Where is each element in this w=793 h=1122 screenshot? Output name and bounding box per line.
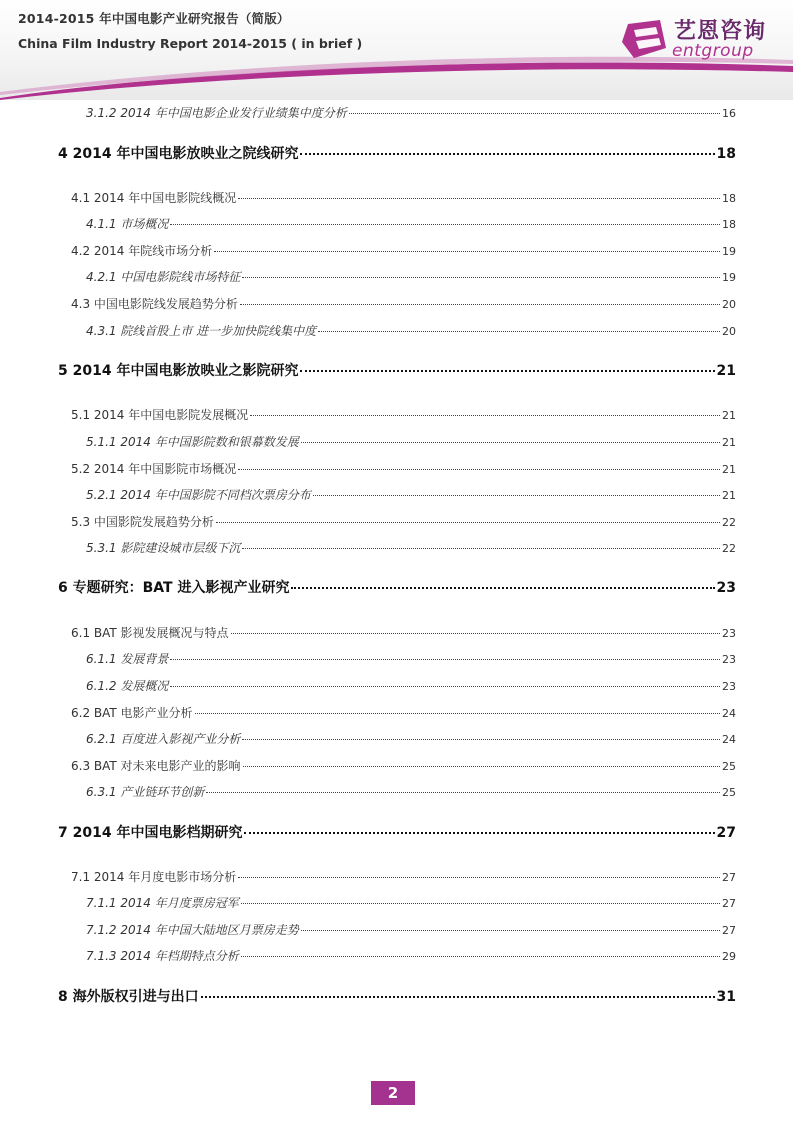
toc-leader [301,930,720,931]
toc-entry[interactable] [86,322,736,339]
toc-leader [243,766,720,767]
toc-entry-title: 5 2014 年中国电影放映业之影院研究 [58,363,299,379]
toc-leader [349,113,720,114]
toc-entry-title: 4.3 中国电影院线发展趋势分析 [71,297,238,311]
toc-leader [242,739,720,740]
toc-entry[interactable] [86,650,736,667]
toc-entry[interactable] [86,677,736,694]
toc-entry-title: 4.1.1 市场概况 [86,217,169,231]
toc-entry[interactable] [86,921,736,938]
toc-leader [238,877,720,878]
toc-leader [201,996,715,998]
toc-entry-title: 4.3.1 院线首股上市 进一步加快院线集中度 [86,324,317,338]
toc-leader [195,713,720,714]
toc-entry-page: 25 [722,760,736,773]
toc-entry-title: 3.1.2 2014 年中国电影企业发行业绩集中度分析 [86,106,347,120]
toc-leader [170,659,720,660]
toc-entry-title: 5.3.1 影院建设城市层级下沉 [86,541,241,555]
logo-text-cn: 艺恩咨询 [674,19,767,44]
toc-entry-page: 18 [716,146,736,162]
toc-leader [241,903,720,904]
toc-entry-page: 27 [722,924,736,937]
toc-entry[interactable] [86,539,736,556]
toc-entry-title: 8 海外版权引进与出口 [58,989,199,1005]
toc-entry-title: 5.3 中国影院发展趋势分析 [71,515,214,529]
toc-entry-title: 6.1.2 发展概况 [86,679,169,693]
toc-entry[interactable] [71,295,736,312]
toc-entry-title: 5.1.1 2014 年中国影院数和银幕数发展 [86,435,299,449]
toc-entry-title: 6.2 BAT 电影产业分析 [71,706,193,720]
toc-leader [301,442,720,443]
toc-entry[interactable] [86,215,736,232]
toc-leader [238,198,720,199]
toc-entry-page: 21 [722,409,736,422]
toc-entry-page: 22 [722,516,736,529]
toc-leader [300,153,714,155]
toc-leader [206,792,720,793]
toc-leader [242,277,720,278]
toc-entry-page: 21 [722,489,736,502]
toc-entry-page: 23 [722,627,736,640]
toc-entry-page: 21 [722,436,736,449]
toc-entry-title: 5.2 2014 年中国影院市场概况 [71,462,237,476]
toc-entry[interactable] [71,624,736,641]
toc-entry-title: 7 2014 年中国电影档期研究 [58,825,243,841]
toc-entry-title: 6 专题研究：BAT 进入影视产业研究 [58,580,290,596]
toc-entry[interactable] [86,268,736,285]
toc-leader [240,304,720,305]
toc-entry-page: 21 [722,463,736,476]
toc-entry-page: 20 [722,325,736,338]
toc-entry[interactable] [58,822,736,842]
toc-leader [313,495,720,496]
logo-text-en: entgroup [672,41,754,61]
toc-entry[interactable] [58,360,736,380]
toc-entry-title: 4.1 2014 年中国电影院线概况 [71,191,237,205]
toc-entry-page: 27 [722,897,736,910]
toc-leader [216,522,720,523]
toc-entry-page: 24 [722,733,736,746]
toc-entry[interactable] [58,986,736,1006]
toc-leader [291,587,714,589]
toc-entry-page: 27 [722,871,736,884]
toc-entry[interactable] [58,577,736,597]
toc-entry-page: 19 [722,245,736,258]
toc-leader [241,956,720,957]
toc-entry-page: 31 [716,989,736,1005]
toc-entry-page: 18 [722,192,736,205]
toc-entry-page: 29 [722,950,736,963]
toc-leader [170,224,720,225]
toc-entry[interactable] [71,513,736,530]
toc-entry-title: 6.3 BAT 对未来电影产业的影响 [71,759,241,773]
toc-entry-title: 7.1.1 2014 年月度票房冠军 [86,896,239,910]
toc-leader [242,548,720,549]
toc-entry-page: 20 [722,298,736,311]
toc-entry-page: 23 [722,653,736,666]
toc-entry[interactable] [86,894,736,911]
toc-entry[interactable] [86,947,736,964]
toc-entry-title: 7.1.2 2014 年中国大陆地区月票房走势 [86,923,299,937]
toc-entry-title: 4 2014 年中国电影放映业之院线研究 [58,146,299,162]
toc-entry[interactable] [86,730,736,747]
toc-entry-page: 22 [722,542,736,555]
toc-entry-title: 7.1 2014 年月度电影市场分析 [71,870,237,884]
toc-entry[interactable] [58,143,736,163]
toc-entry-page: 27 [716,825,736,841]
toc-entry-title: 6.1.1 发展背景 [86,652,169,666]
toc-leader [250,415,720,416]
toc-entry-page: 23 [716,580,736,596]
toc-entry-page: 23 [722,680,736,693]
toc-entry[interactable] [86,433,736,450]
toc-entry[interactable] [71,757,736,774]
toc-leader [244,832,714,834]
toc-entry[interactable] [71,406,736,423]
toc-entry[interactable] [86,486,736,503]
toc-entry[interactable] [71,189,736,206]
toc-entry-page: 21 [716,363,736,379]
toc-entry-title: 7.1.3 2014 年档期特点分析 [86,949,239,963]
toc-leader [214,251,720,252]
toc-entry-page: 16 [722,107,736,120]
toc-entry[interactable] [71,868,736,885]
toc-entry-title: 5.1 2014 年中国电影院发展概况 [71,408,249,422]
toc-entry-title: 6.1 BAT 影视发展概况与特点 [71,626,229,640]
toc-leader [170,686,720,687]
toc-entry[interactable] [71,460,736,477]
toc-leader [238,469,720,470]
report-subtitle: China Film Industry Report 2014-2015 ( in brief ) [18,36,363,51]
toc-entry[interactable] [71,704,736,721]
toc-entry[interactable] [86,783,736,800]
toc-entry-title: 6.2.1 百度进入影视产业分析 [86,732,241,746]
toc-entry-title: 6.3.1 产业链环节创新 [86,785,205,799]
toc-leader [231,633,720,634]
toc-entry-title: 4.2.1 中国电影院线市场特征 [86,270,241,284]
toc-leader [318,331,720,332]
toc-entry-page: 24 [722,707,736,720]
toc-entry-page: 19 [722,271,736,284]
report-title: 2014-2015 年中国电影产业研究报告（简版） [18,11,290,26]
toc-entry-page: 18 [722,218,736,231]
page-number-badge: 2 [371,1081,415,1105]
toc-entry-title: 4.2 2014 年院线市场分析 [71,244,213,258]
toc-leader [300,370,714,372]
toc-entry-title: 5.2.1 2014 年中国影院不同档次票房分布 [86,488,311,502]
toc-entry[interactable] [86,104,736,121]
toc-entry-page: 25 [722,786,736,799]
toc-entry[interactable] [71,242,736,259]
